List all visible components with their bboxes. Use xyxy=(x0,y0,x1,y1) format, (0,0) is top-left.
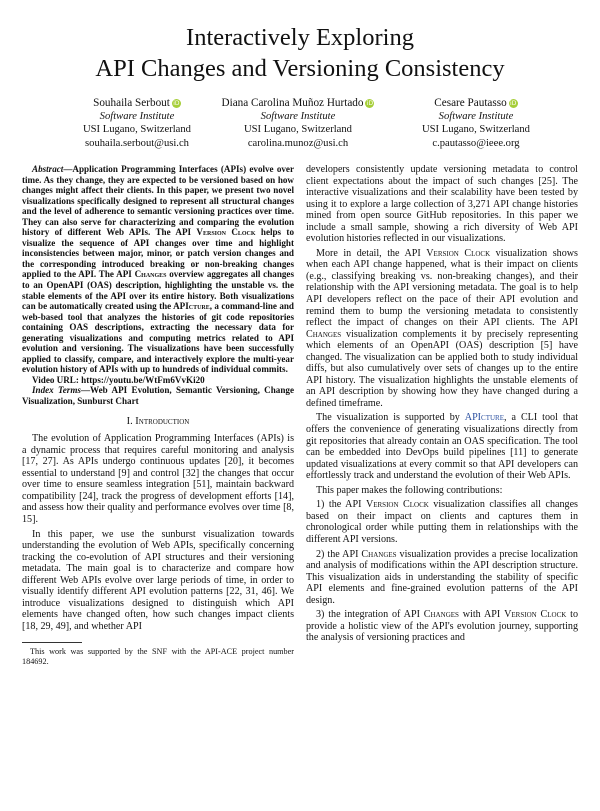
author-institute: Software Institute xyxy=(99,111,175,123)
title-line-1: Interactively Exploring xyxy=(186,24,414,51)
contribution-1: 1) the API Version Clock visualization classifies all changes based on their impact on clients and captures them in chronological order while putting them in relationships with the different API versions. xyxy=(306,499,578,545)
right-paragraph-1: developers consistently update versioning metadata to control client expectations about the impact of such changes [25]. The interactive visualizations and their scalability have been tested by using it to explore a large collection of 3,271 API change histories mined from open source GitHub repositories. In this paper we include a small sample, showing a rich diversity of Web API evolution histories reflected in our visualizations. xyxy=(306,164,578,245)
author-2 xyxy=(203,97,393,150)
author-institute: Software Institute xyxy=(438,111,514,123)
author-university: USI Lugano, Switzerland xyxy=(83,124,191,136)
author-name: Souhaila Serbout xyxy=(93,97,170,109)
contribution-2: 2) the API Changes visualization provides a precise localization and analysis of modifications within the API description structure. This visualization aids in understanding the stability of specific API elements and fine-grained evolution patterns of the API design. xyxy=(306,548,578,606)
apicture-link[interactable]: APIcture xyxy=(464,412,504,424)
abstract: Abstract—Application Programming Interfaces (APIs) evolve over time. As they change, they are expected to be versioned based on how changes might affect their clients. In this paper, we present two novel visualizations specifically designed to represent all structural changes and the level of adherence to semantic versioning practices over time. They can also serve for characterizing and comparing the evolution history of different Web APIs. The API Version Clock helps to visualize the sequence of API changes over time and highlight inconsistencies between major, minor, or patch version changes and the corresponding introduced breaking or non-breaking changes applied to the API. The API Changes overview aggregates all changes to an OpenAPI (OAS) description, highlighting the unstable vs. the stable elements of the API over its entire history. Both visualizations can be automatically created using the APIcture, a command-line and web-based tool that analyzes the histories of git code repositories containing OAS descriptions, extracting the necessary data for generating visualizations and computing metrics related to API evolution and versioning. The visualizations have been successfully applied to classify, compare, and interactively explore the multi-year evolution history of APIs with up to hundreds of individual commits. xyxy=(22,164,295,375)
orcid-icon[interactable]: iD xyxy=(510,100,517,107)
index-terms: Index Terms—Web API Evolution, Semantic Versioning, Change Visualization, Sunburst Chart xyxy=(22,385,294,407)
right-column xyxy=(306,164,578,647)
left-column xyxy=(22,164,294,667)
orcid-icon[interactable]: iD xyxy=(173,100,180,107)
paper-title xyxy=(20,22,580,84)
author-block xyxy=(0,97,600,157)
title-line-2: API Changes and Versioning Consistency xyxy=(95,55,505,82)
author-name: Diana Carolina Muñoz Hurtado xyxy=(221,97,364,109)
author-university: USI Lugano, Switzerland xyxy=(422,124,530,136)
orcid-icon[interactable]: iD xyxy=(366,100,374,107)
author-institute: Software Institute xyxy=(260,111,336,123)
contributions-intro: This paper makes the following contributions: xyxy=(316,484,503,496)
intro-paragraph-1: The evolution of Application Programming Interfaces (APIs) is a dynamic process that requires careful monitoring and analysis [17, 27]. As APIs undergo continuous updates [20], it becomes essential to understand [9] and control [32] the changes that occur over time to ensure seamless integration [51], maintain backward compatibility [24], track the progress of development efforts [14], and assess how their quality and performance evolves over time [8, 15]. xyxy=(22,433,294,525)
intro-paragraph-2: In this paper, we use the sunburst visualization towards understanding the evolution of Web APIs, specifically concerning tracking the co-evolution of API structures and their versioning metadata. The main goal is to characterize and compare how different Web APIs evolve over large periods of time, in order to visually identify different API evolution patterns [22, 31, 46]. We introduce visualizations designed to distinguish which API elements have changed often, how such changes impact clients [18, 29, 49], and whether API xyxy=(22,528,294,632)
right-paragraph-3: The visualization is supported by APIcture, a CLI tool that offers the convenience of generating visualizations directly from git repositories that already contain an OAS specification. The tool can be embedded into DevOps build pipelines [11] to generate updated visualizations at every commit so that API developers can effortlessly track and understand the evolution of their Web APIs. xyxy=(306,412,578,482)
author-email[interactable]: c.pautasso@ieee.org xyxy=(432,137,520,149)
author-3 xyxy=(381,97,571,150)
right-paragraph-2: More in detail, the API Version Clock visualization shows when each API change happened, what is their impact on clients (e.g., classifying breaking vs. non-breaking changes), and their relationship with the API versioning metadata. The goal is to help API developers reflect on the pace of their API evolution and remind them to bump the versioning metadata to consistently reflect the impact of changes on their API clients. The API Changes visualization complements it by precisely representing which elements of an OpenAPI (OAS) description [5] have changed. The visualization can be applied both to study individual diffs, but also cumulatively over sets of changes up to the entire API history. The visualization highlights the unstable elements of an API description by showing how they have changed during a defined timeframe. xyxy=(306,247,578,409)
author-email[interactable]: souhaila.serbout@usi.ch xyxy=(85,137,189,149)
video-url[interactable]: Video URL: https://youtu.be/WtFm6VvKi20 xyxy=(32,374,205,385)
footnote: This work was supported by the SNF with the API-ACE project number 184692. xyxy=(22,647,294,667)
author-name: Cesare Pautasso xyxy=(434,97,507,109)
author-email[interactable]: carolina.munoz@usi.ch xyxy=(247,137,349,149)
abstract-lead: Abstract xyxy=(32,164,64,174)
author-university: USI Lugano, Switzerland xyxy=(244,124,352,136)
section-heading: I. Introduction xyxy=(126,415,190,427)
footnote-divider xyxy=(22,642,82,643)
contribution-3: 3) the integration of API Changes with API Version Clock to provide a holistic view of the API's evolution journey, supporting the analysis of versioning practices and xyxy=(306,609,579,644)
